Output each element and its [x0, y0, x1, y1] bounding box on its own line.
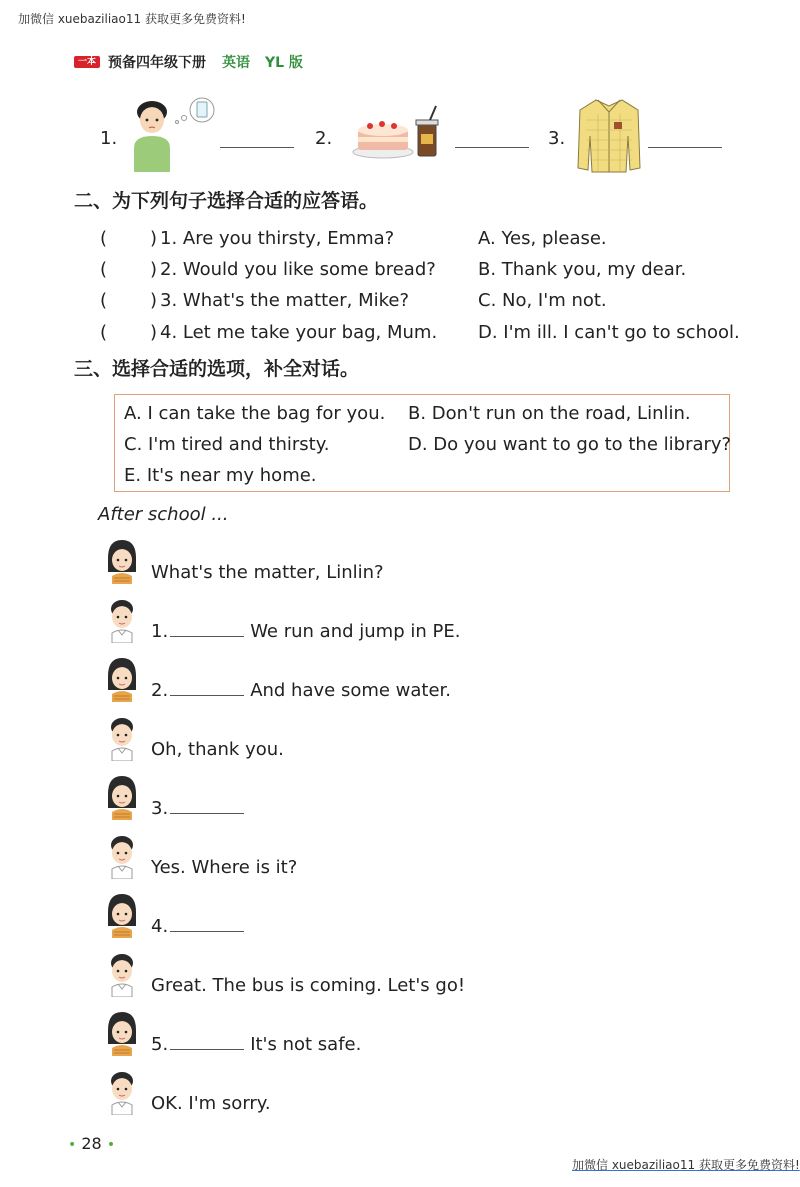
shirt-icon [576, 96, 642, 178]
girl-avatar-icon [104, 892, 140, 938]
dialogue-text: OK. I'm sorry. [151, 1093, 271, 1114]
dialogue-answer-blank[interactable] [170, 799, 244, 814]
dialogue-text: We run and jump in PE. [250, 621, 461, 642]
dialogue-answer-blank[interactable] [170, 681, 244, 696]
section2-paren-open-1: ( [100, 228, 108, 249]
dialogue-line [151, 1093, 271, 1114]
header-subject: 英语 [222, 55, 250, 71]
section2-paren-close-1: ) [150, 228, 158, 249]
page-dot-left: • [68, 1137, 77, 1153]
dialogue-number: 1. [151, 621, 169, 642]
page-dot-right: • [106, 1137, 116, 1153]
header-badge: 一本 [74, 56, 100, 68]
dialogue-line [151, 680, 451, 701]
dialogue-line [151, 975, 465, 996]
header-grade: 预备四年级下册 [108, 55, 206, 71]
section2-paren-open-3: ( [100, 290, 108, 311]
picture-number-3: 3. [548, 128, 566, 149]
header-edition: YL 版 [265, 55, 303, 71]
picture-number-1: 1. [100, 128, 118, 149]
boy-avatar-icon [104, 1069, 140, 1115]
section2-question-2: 2. Would you like some bread? [160, 259, 436, 280]
dialogue-answer-blank[interactable] [170, 622, 244, 637]
page-number-block [68, 1134, 115, 1153]
section3-title: 三、选择合适的选项，补全对话。 [74, 358, 360, 380]
girl-avatar-icon [104, 538, 140, 584]
section3-option-c: C. I'm tired and thirsty. [124, 434, 330, 455]
dialogue-text: And have some water. [250, 680, 452, 701]
boy-avatar-icon [104, 597, 140, 643]
section2-question-1: 1. Are you thirsty, Emma? [160, 228, 395, 249]
section3-option-b: B. Don't run on the road, Linlin. [408, 403, 691, 424]
section2-title: 二、为下列句子选择合适的应答语。 [74, 190, 379, 212]
section3-option-d: D. Do you want to go to the library? [408, 434, 732, 455]
picture-answer-blank-3[interactable] [648, 147, 722, 148]
girl-avatar-icon [104, 774, 140, 820]
boy-thinking-water-icon [124, 96, 224, 176]
section2-answer-a: A. Yes, please. [478, 228, 607, 249]
dialogue-text: It's not safe. [250, 1034, 362, 1055]
section2-question-4: 4. Let me take your bag, Mum. [160, 322, 438, 343]
dialogue-number: 5. [151, 1034, 169, 1055]
cake-and-drink-icon [352, 104, 442, 166]
watermark-bottom: 加微信 xuebaziliao11 获取更多免费资料! [572, 1158, 800, 1172]
picture-answer-blank-1[interactable] [220, 147, 294, 148]
picture-answer-blank-2[interactable] [455, 147, 529, 148]
boy-avatar-icon [104, 715, 140, 761]
dialogue-line [151, 857, 297, 878]
dialogue-line [151, 798, 250, 819]
picture-number-2: 2. [315, 128, 333, 149]
dialogue-line [151, 621, 460, 642]
dialogue-line [151, 562, 384, 583]
dialogue-line [151, 916, 250, 937]
dialogue-text: Yes. Where is it? [151, 857, 298, 878]
boy-avatar-icon [104, 951, 140, 997]
dialogue-line [151, 1034, 361, 1055]
dialogue-answer-blank[interactable] [170, 917, 244, 932]
girl-avatar-icon [104, 1010, 140, 1056]
section2-paren-close-2: ) [150, 259, 158, 280]
section3-option-e: E. It's near my home. [124, 465, 317, 486]
boy-avatar-icon [104, 833, 140, 879]
section2-paren-open-2: ( [100, 259, 108, 280]
dialogue-text: What's the matter, Linlin? [151, 562, 384, 583]
section2-paren-open-4: ( [100, 322, 108, 343]
section3-option-a: A. I can take the bag for you. [124, 403, 386, 424]
dialogue-text: Great. The bus is coming. Let's go! [151, 975, 466, 996]
section2-paren-close-4: ) [150, 322, 158, 343]
section2-question-3: 3. What's the matter, Mike? [160, 290, 410, 311]
section2-answer-b: B. Thank you, my dear. [478, 259, 687, 280]
dialogue-line [151, 739, 284, 760]
dialogue-number: 2. [151, 680, 169, 701]
section2-paren-close-3: ) [150, 290, 158, 311]
page-number: 28 [81, 1134, 102, 1153]
dialogue-number: 3. [151, 798, 169, 819]
section2-answer-d: D. I'm ill. I can't go to school. [478, 322, 740, 343]
dialogue-number: 4. [151, 916, 169, 937]
dialogue-subheading: After school ... [98, 504, 229, 525]
dialogue-text: Oh, thank you. [151, 739, 284, 760]
section2-answer-c: C. No, I'm not. [478, 290, 607, 311]
girl-avatar-icon [104, 656, 140, 702]
dialogue-answer-blank[interactable] [170, 1035, 244, 1050]
watermark-top: 加微信 xuebaziliao11 获取更多免费资料! [18, 12, 246, 26]
